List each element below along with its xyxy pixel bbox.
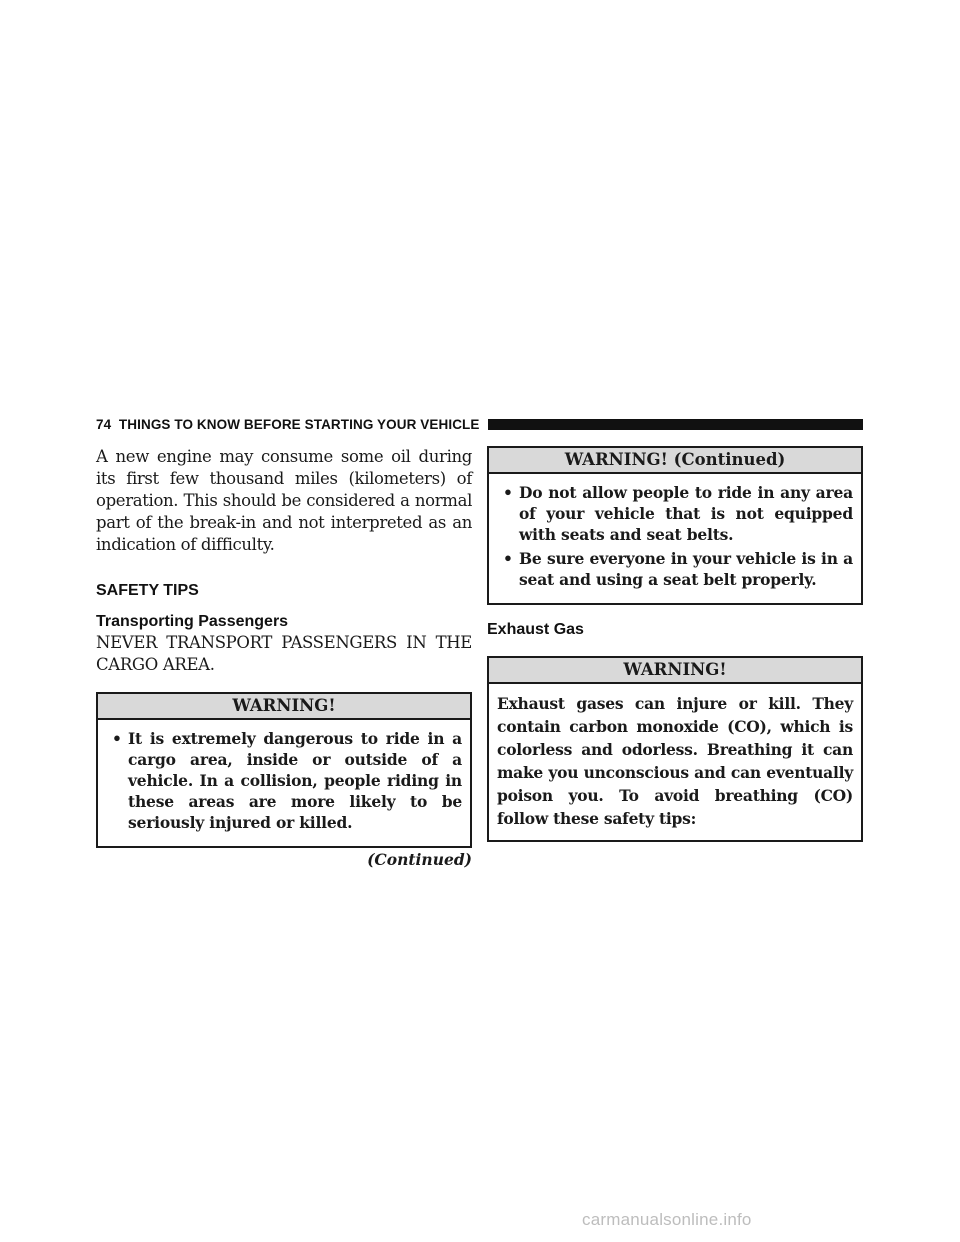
transporting-passengers-heading: Transporting Passengers bbox=[96, 613, 289, 630]
continued-label: (Continued) bbox=[367, 850, 472, 869]
page-header bbox=[96, 415, 863, 433]
left-column bbox=[96, 446, 472, 870]
cargo-warning-box bbox=[96, 692, 472, 848]
page-header-title bbox=[96, 417, 488, 432]
page-number: 74 bbox=[96, 416, 112, 432]
watermark: carmanualsonline.info bbox=[582, 1210, 752, 1229]
warning-title: WARNING! bbox=[489, 658, 861, 684]
warning-list bbox=[497, 482, 853, 590]
warning-list bbox=[106, 728, 462, 833]
warning-item: • Be sure everyone in your vehicle is in a seat and using a seat belt properly. bbox=[503, 549, 853, 589]
right-column bbox=[487, 446, 863, 842]
exhaust-warning-box bbox=[487, 656, 863, 842]
header-rule bbox=[488, 419, 864, 430]
continued-warning-box bbox=[487, 446, 863, 605]
section-title: THINGS TO KNOW BEFORE STARTING YOUR VEHICLE bbox=[118, 416, 480, 432]
bullet-icon: • bbox=[503, 483, 513, 502]
warning-item: • It is extremely dangerous to ride in a cargo area, inside or outside of a vehicle. In a collision, people riding in these areas are more likely to be seriously injured or killed. bbox=[112, 729, 462, 832]
bullet-icon: • bbox=[503, 549, 513, 568]
warning-continued-title: WARNING! (Continued) bbox=[489, 448, 861, 474]
safety-tips-heading: SAFETY TIPS bbox=[96, 582, 199, 599]
bullet-icon: • bbox=[112, 729, 122, 748]
warning-title: WARNING! bbox=[98, 694, 470, 720]
exhaust-gas-heading: Exhaust Gas bbox=[487, 621, 584, 638]
warning-item: • Do not allow people to ride in any area of your vehicle that is not equipped with seats and seat belts. bbox=[503, 483, 853, 544]
exhaust-warning-text: Exhaust gases can injure or kill. They contain carbon monoxide (CO), which is colorless and odorless. Breathing it can make you unconscious and can eventually poison you. To avoid breathing (CO) follow these safety tips: bbox=[497, 694, 853, 828]
intro-paragraph: A new engine may consume some oil during its first few thousand miles (kilometers) of operation. This should be considered a normal part of the break-in and not interpreted as an indication of difficulty. bbox=[96, 447, 472, 554]
passengers-paragraph: NEVER TRANSPORT PASSENGERS IN THE CARGO AREA. bbox=[96, 633, 472, 674]
